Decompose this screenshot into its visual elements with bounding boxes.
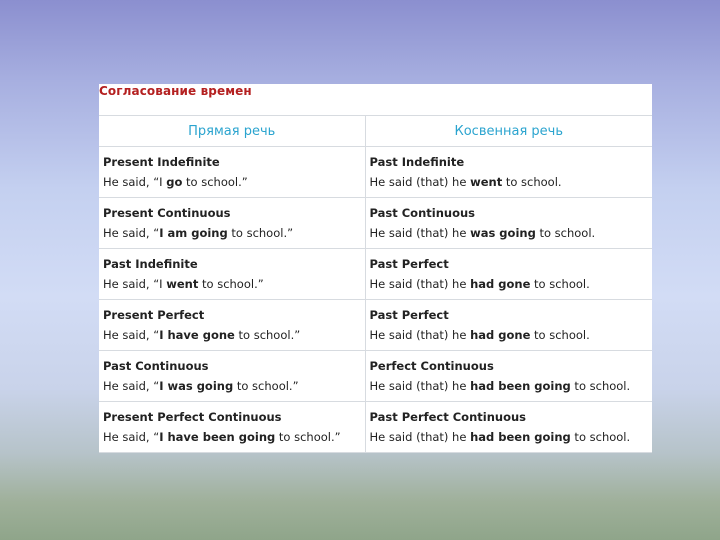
sentence-start: He said, “	[103, 328, 160, 342]
verb-form: go	[166, 175, 183, 189]
tense-name: Past Perfect	[369, 308, 449, 322]
example-sentence	[103, 274, 365, 294]
table-title-bar	[99, 84, 652, 116]
example-sentence	[103, 223, 365, 243]
tense-name: Past Perfect	[369, 257, 449, 271]
example-sentence	[103, 427, 365, 447]
direct-speech-cell	[99, 402, 365, 453]
tense-name: Past Indefinite	[369, 155, 465, 169]
verb-form: went	[470, 175, 503, 189]
tense-name: Past Continuous	[103, 359, 209, 373]
verb-form: had been going	[470, 430, 571, 444]
direct-speech-header: Прямая речь	[99, 116, 365, 147]
direct-speech-cell	[99, 300, 365, 351]
direct-speech-cell	[99, 351, 365, 402]
table-row	[99, 147, 652, 198]
indirect-speech-cell	[365, 300, 652, 351]
table-row	[99, 198, 652, 249]
sentence-start: He said, “	[103, 226, 160, 240]
example-sentence	[370, 427, 653, 447]
example-sentence	[103, 325, 365, 345]
sentence-start: He said, “I	[103, 175, 167, 189]
verb-form: had gone	[470, 328, 531, 342]
sentence-end: to school.”	[234, 328, 301, 342]
sentence-start: He said (that) he	[369, 328, 471, 342]
header-row	[99, 116, 652, 147]
example-sentence	[370, 223, 653, 243]
sentence-start: He said (that) he	[369, 430, 471, 444]
verb-form: I have been going	[159, 430, 276, 444]
verb-form: I am going	[159, 226, 228, 240]
tense-name: Perfect Continuous	[369, 359, 494, 373]
verb-form: had been going	[470, 379, 571, 393]
verb-form: I have gone	[159, 328, 235, 342]
sentence-start: He said (that) he	[369, 175, 471, 189]
tense-name: Present Continuous	[103, 206, 231, 220]
indirect-speech-cell	[365, 198, 652, 249]
indirect-speech-header: Косвенная речь	[365, 116, 652, 147]
verb-form: I was going	[159, 379, 234, 393]
sentence-end: to school.	[530, 328, 590, 342]
tense-name: Past Perfect Continuous	[369, 410, 527, 424]
sentence-end: to school.	[502, 175, 562, 189]
sentence-end: to school.	[570, 379, 631, 393]
example-sentence	[103, 376, 365, 396]
example-sentence	[370, 376, 653, 396]
sentence-end: to school.	[535, 226, 596, 240]
tense-name: Present Perfect	[103, 308, 205, 322]
indirect-speech-cell	[365, 147, 652, 198]
tense-name: Past Continuous	[369, 206, 475, 220]
tense-name: Present Perfect Continuous	[103, 410, 282, 424]
tenses-table	[99, 116, 652, 453]
table-title: Согласование времен	[99, 84, 252, 98]
sentence-end: to school.	[530, 277, 590, 291]
sentence-end: to school.	[570, 430, 631, 444]
verb-form: went	[166, 277, 199, 291]
table-row	[99, 351, 652, 402]
table-row	[99, 300, 652, 351]
sentence-start: He said (that) he	[369, 226, 471, 240]
sentence-start: He said, “	[103, 379, 160, 393]
sentence-end: to school.”	[233, 379, 299, 393]
example-sentence	[370, 325, 653, 345]
example-sentence	[370, 274, 653, 294]
direct-speech-cell	[99, 249, 365, 300]
sentence-start: He said (that) he	[369, 277, 471, 291]
indirect-speech-cell	[365, 249, 652, 300]
example-sentence	[103, 172, 365, 192]
sentence-end: to school.”	[227, 226, 294, 240]
verb-form: was going	[470, 226, 536, 240]
table-row	[99, 402, 652, 453]
table-row	[99, 249, 652, 300]
sentence-end: to school.”	[275, 430, 341, 444]
direct-speech-cell	[99, 147, 365, 198]
tense-name: Past Indefinite	[103, 257, 198, 271]
table-body	[99, 147, 652, 453]
verb-form: had gone	[470, 277, 531, 291]
sentence-start: He said (that) he	[369, 379, 471, 393]
sequence-of-tenses-table	[99, 84, 652, 453]
tense-name: Present Indefinite	[103, 155, 220, 169]
indirect-speech-cell	[365, 351, 652, 402]
sentence-end: to school.”	[198, 277, 264, 291]
sentence-end: to school.”	[182, 175, 248, 189]
direct-speech-cell	[99, 198, 365, 249]
sentence-start: He said, “I	[103, 277, 167, 291]
example-sentence	[370, 172, 653, 192]
sentence-start: He said, “	[103, 430, 160, 444]
indirect-speech-cell	[365, 402, 652, 453]
